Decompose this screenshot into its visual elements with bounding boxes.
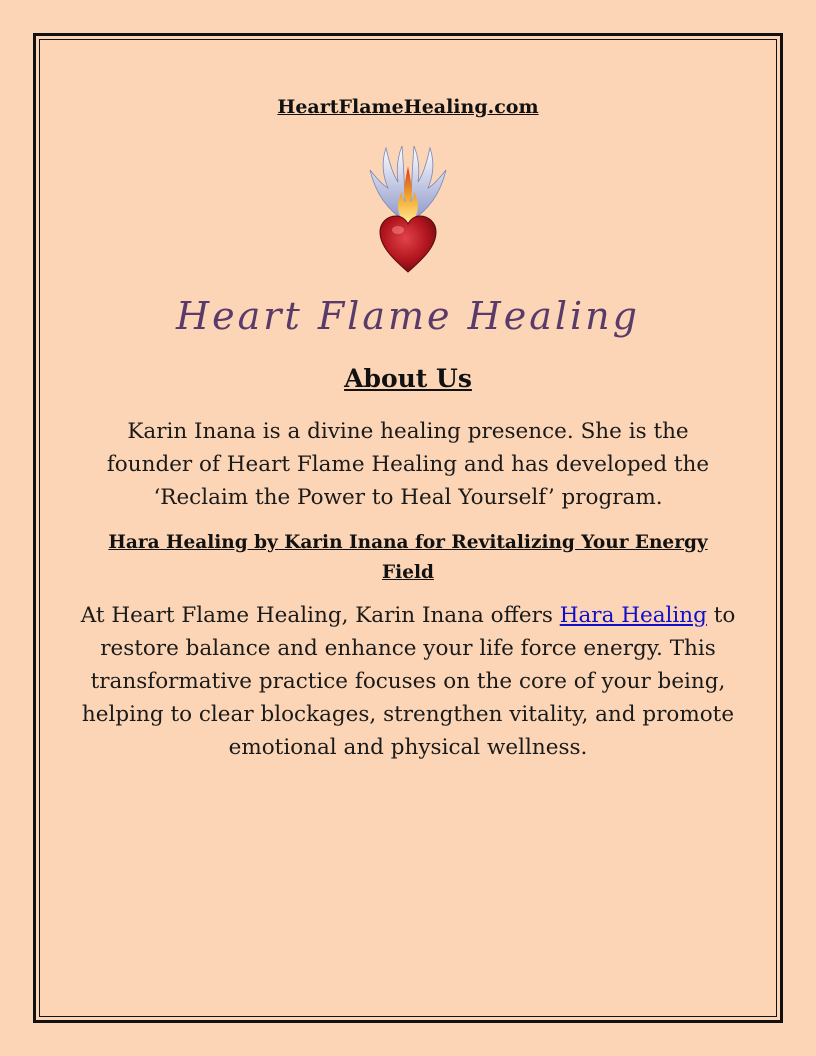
about-us-paragraph: Karin Inana is a divine healing presence. She is the founder of Heart Flame Healing and has developed the ‘Reclaim the Power to Heal Yourself’ program.	[106, 419, 710, 510]
logo-script-wordmark	[60, 287, 756, 347]
hara-healing-heading: Hara Healing by Karin Inana for Revitalizing Your Energy Field	[108, 532, 708, 583]
paragraph-text-start: At Heart Flame Healing, Karin Inana offers	[80, 603, 560, 628]
paragraph-text-end: to restore balance and enhance your life force energy. This transformative practice focuses on the core of your being, helping to clear blockages, strengthen vitality, and promote emotional and physical wellness.	[81, 603, 736, 760]
winged-flaming-heart-icon	[358, 140, 458, 280]
logo-script-text: Heart Flame Healing	[176, 294, 640, 338]
about-us-heading: About Us	[344, 364, 472, 393]
hara-healing-link[interactable]: Hara Healing	[559, 603, 707, 628]
hara-healing-paragraph	[80, 599, 736, 764]
site-link[interactable]: HeartFlameHealing.com	[277, 96, 539, 118]
